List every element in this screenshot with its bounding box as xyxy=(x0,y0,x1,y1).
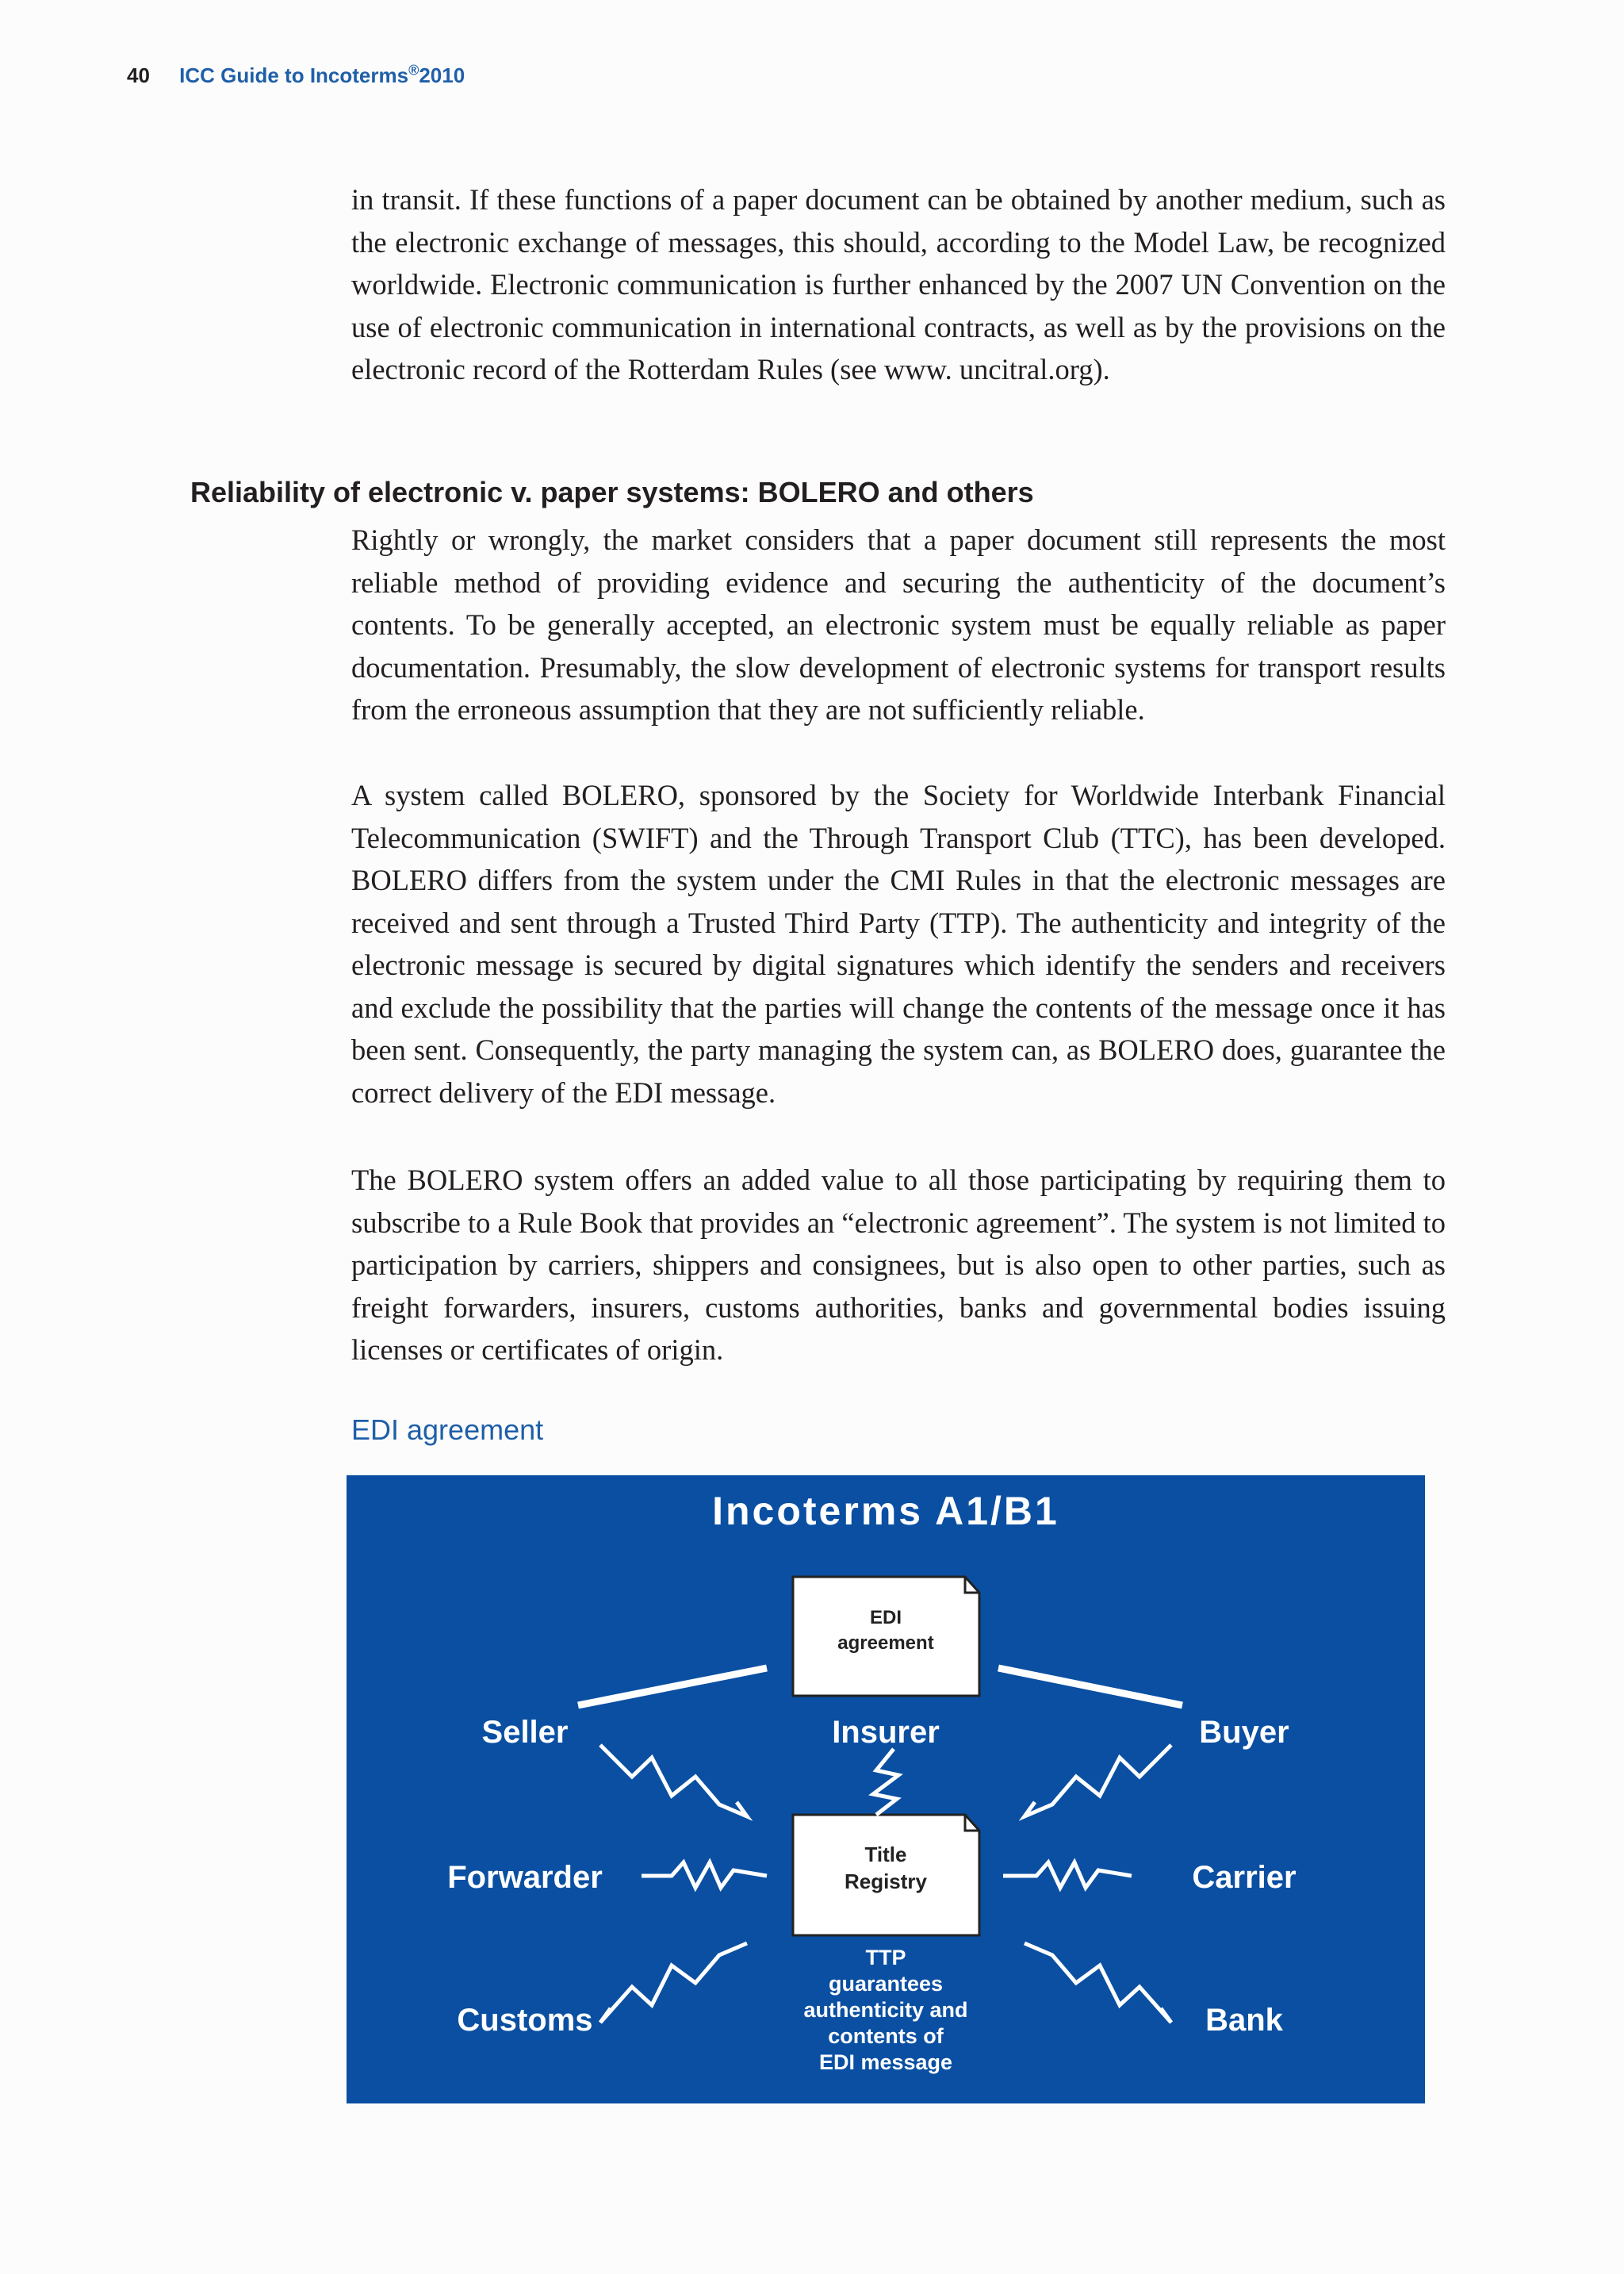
party-bank: Bank xyxy=(1205,2003,1283,2038)
party-carrier: Carrier xyxy=(1192,1860,1297,1895)
ttp-line-3: authenticity and xyxy=(803,1998,968,2022)
book-title xyxy=(179,63,465,87)
edi-agreement-diagram xyxy=(347,1475,1425,2103)
party-insurer: Insurer xyxy=(832,1715,940,1750)
registered-mark: ® xyxy=(408,62,419,78)
party-buyer: Buyer xyxy=(1199,1715,1289,1750)
ttp-line-5: EDI message xyxy=(818,2050,953,2074)
edi-agreement-document xyxy=(793,1577,979,1696)
paragraph-rule-book: The BOLERO system offers an added value to all those participating by requiring them to subscribe to a Rule Book that provides an “electronic agreement”. The system is not limited to participation by carriers, shippers and consignees, but is also open to other parties, such as freight forwarders, insurers, customs authorities, banks and governmental bodies issuing licenses or certificates of origin. xyxy=(351,1164,1446,1366)
running-header xyxy=(127,62,465,88)
diagram-svg xyxy=(347,1475,1425,2103)
paragraph-bolero: A system called BOLERO, sponsored by the Society for Worldwide Interbank Financial Telecommunication (SWIFT) and the Through Transport Club (TTC), has been developed. BOLERO differs from the system under the CMI Rules in that the electronic messages are received and sent through a Trusted Third Party (TTP). The authenticity and integrity of the electronic message is secured by digital signatures which identify the senders and receivers and exclude the possibility that the parties will change the contents of the message once it has been sent. Consequently, the party managing the system can, as BOLERO does, guarantee the correct delivery of the EDI message. xyxy=(351,779,1446,1109)
book-title-text: ICC Guide to Incoterms xyxy=(179,63,409,87)
section-heading: Reliability of electronic v. paper systems: BOLERO and others xyxy=(190,476,1034,508)
ttp-line-1: TTP xyxy=(865,1946,906,1969)
title-registry-document xyxy=(793,1815,979,1935)
figure-caption: EDI agreement xyxy=(351,1413,544,1446)
ttp-line-4: contents of xyxy=(828,2024,944,2048)
party-customs: Customs xyxy=(457,2003,593,2038)
edi-agreement-label-1: EDI xyxy=(869,1607,902,1628)
paragraph-reliability: Rightly or wrongly, the market considers that a paper document still represents the most reliable method of providing evidence and securing the authenticity of the document’s contents. To be generally accepted, an electronic system must be equally reliable as paper documentation. Presumably, the slow development of electronic systems for transport results from the erroneous assumption that they are not sufficiently reliable. xyxy=(351,523,1446,726)
party-forwarder: Forwarder xyxy=(447,1860,603,1895)
edi-agreement-label-2: agreement xyxy=(837,1632,934,1654)
page-number: 40 xyxy=(127,63,150,87)
book-year: 2010 xyxy=(419,63,465,87)
paragraph-intro: in transit. If these functions of a paper document can be obtained by another medium, such as the electronic exchange of messages, this should, according to the Model Law, be recognized worldwide. Electronic communication is further enhanced by the 2007 UN Convention on the use of electronic communication in international contracts, as well as by the provisions on the electronic record of the Rotterdam Rules (see www. uncitral.org). xyxy=(351,183,1446,385)
ttp-line-2: guarantees xyxy=(828,1972,944,1996)
diagram-title: Incoterms A1/B1 xyxy=(712,1489,1059,1533)
party-seller: Seller xyxy=(481,1715,569,1750)
title-registry-label-2: Registry xyxy=(844,1869,928,1893)
title-registry-label-1: Title xyxy=(864,1843,907,1866)
